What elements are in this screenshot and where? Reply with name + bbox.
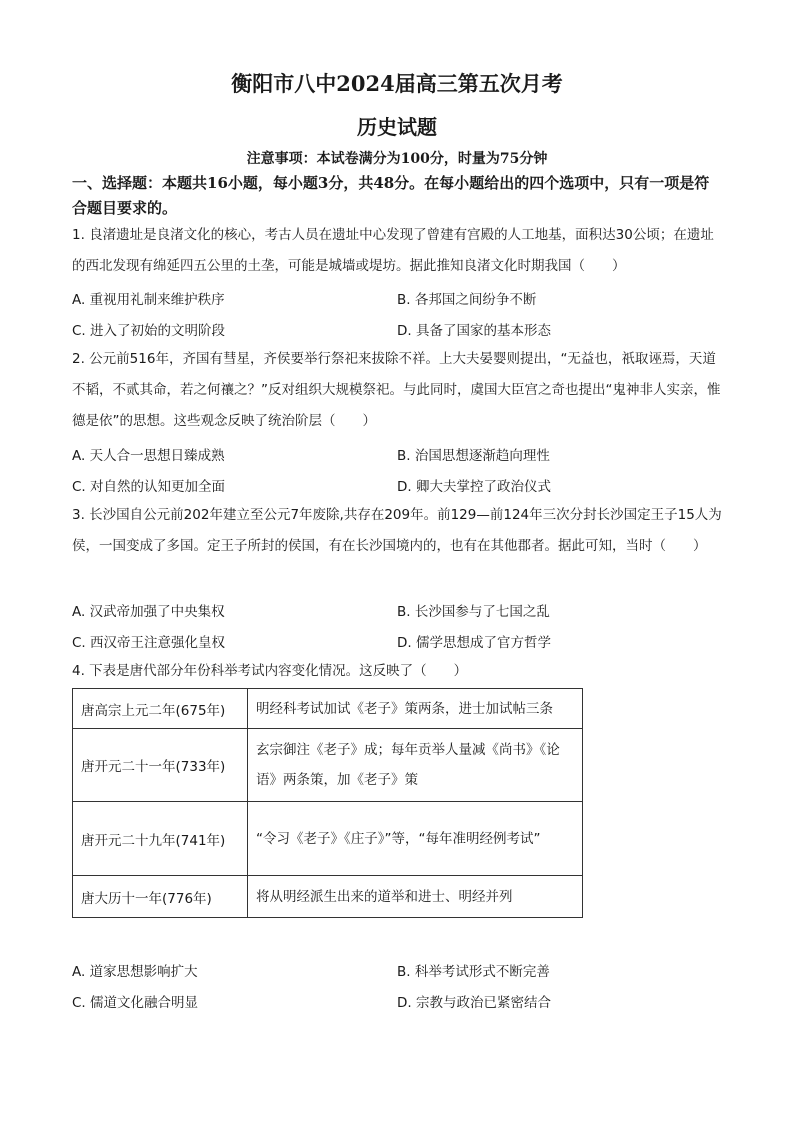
question-2-stem: 2. 公元前516年，齐国有彗星，齐侯要举行祭祀来拔除不祥。上大夫晏婴则提出，“无益也，祇取诬焉，天道不韬，不贰其命，若之何禳之？”反对组织大规模祭祀。与此同时，虞国大臣宫之奇也提出“鬼神非人实亲，惟德是依”的思想。这些观念反映了统治阶层（ ） [72,351,721,429]
table-cell-content: 玄宗御注《老子》成；每年贡举人量减《尚书》《论语》两条策，加《老子》策 [248,729,583,802]
question-4-option-a: A. 道家思想影响扩大 [72,964,198,980]
table-cell-year: 唐开元二十九年(741年) [73,802,248,876]
question-1-option-b: B. 各邦国之间纷争不断 [397,292,537,308]
table-row [73,689,583,729]
notice-text: 注意事项：本试卷满分为100分，时量为75分钟 [246,151,548,167]
table-cell-content: 将从明经派生出来的道举和进士、明经并列 [248,876,583,918]
question-4-option-c: C. 儒道文化融合明显 [72,995,199,1011]
exam-title: 衡阳市八中2024届高三第五次月考 [231,71,563,96]
question-3-option-b: B. 长沙国参与了七国之乱 [397,604,550,620]
imperial-exam-table [72,688,583,918]
subject-title: 历史试题 [357,115,437,139]
question-2-option-a: A. 天人合一思想日臻成熟 [72,448,225,464]
question-3-option-c: C. 西汉帝王注意强化皇权 [72,635,226,651]
question-1-option-d: D. 具备了国家的基本形态 [397,323,551,339]
question-2-option-d: D. 卿大夫掌控了政治仪式 [397,479,551,495]
table-cell-year: 唐高宗上元二年(675年) [73,689,248,729]
question-4-option-b: B. 科举考试形式不断完善 [397,964,550,980]
question-1-option-c: C. 进入了初始的文明阶段 [72,323,226,339]
question-4-option-d: D. 宗教与政治已紧密结合 [397,995,551,1011]
question-3-option-a: A. 汉武帝加强了中央集权 [72,604,225,620]
question-1-option-a: A. 重视用礼制来维护秩序 [72,292,225,308]
table-row [73,802,583,876]
question-3-stem: 3. 长沙国自公元前202年建立至公元7年废除,共存在209年。前129—前124年三次分封长沙国定王子15人为侯，一国变成了多国。定王子所封的侯国，有在长沙国境内的，也有在其他郡者。据此可知，当时（ ） [72,507,722,554]
table-row [73,729,583,802]
table-cell-year: 唐大历十一年(776年) [73,876,248,918]
table-cell-year: 唐开元二十一年(733年) [73,729,248,802]
question-1-stem: 1. 良渚遗址是良渚文化的核心，考古人员在遗址中心发现了曾建有宫殿的人工地基，面积达30公顷；在遗址的西北发现有绵延四五公里的土垄，可能是城墙或堤坊。据此推知良渚文化时期我国（ ） [72,227,714,274]
question-2-option-b: B. 治国思想逐渐趋向理性 [397,448,550,464]
section-heading: 一、选择题：本题共16小题，每小题3分，共48分。在每小题给出的四个选项中，只有一项是符合题目要求的。 [72,174,710,217]
table-row [73,876,583,918]
table-cell-content: 明经科考试加试《老子》策两条，进士加试帖三条 [248,689,583,729]
question-3-option-d: D. 儒学思想成了官方哲学 [397,635,551,651]
question-2-option-c: C. 对自然的认知更加全面 [72,479,226,495]
question-4-stem: 4. 下表是唐代部分年份科举考试内容变化情况。这反映了（ ） [72,663,468,679]
table-cell-content: “令习《老子》《庄子》”等，“每年准明经例考试” [248,802,583,876]
